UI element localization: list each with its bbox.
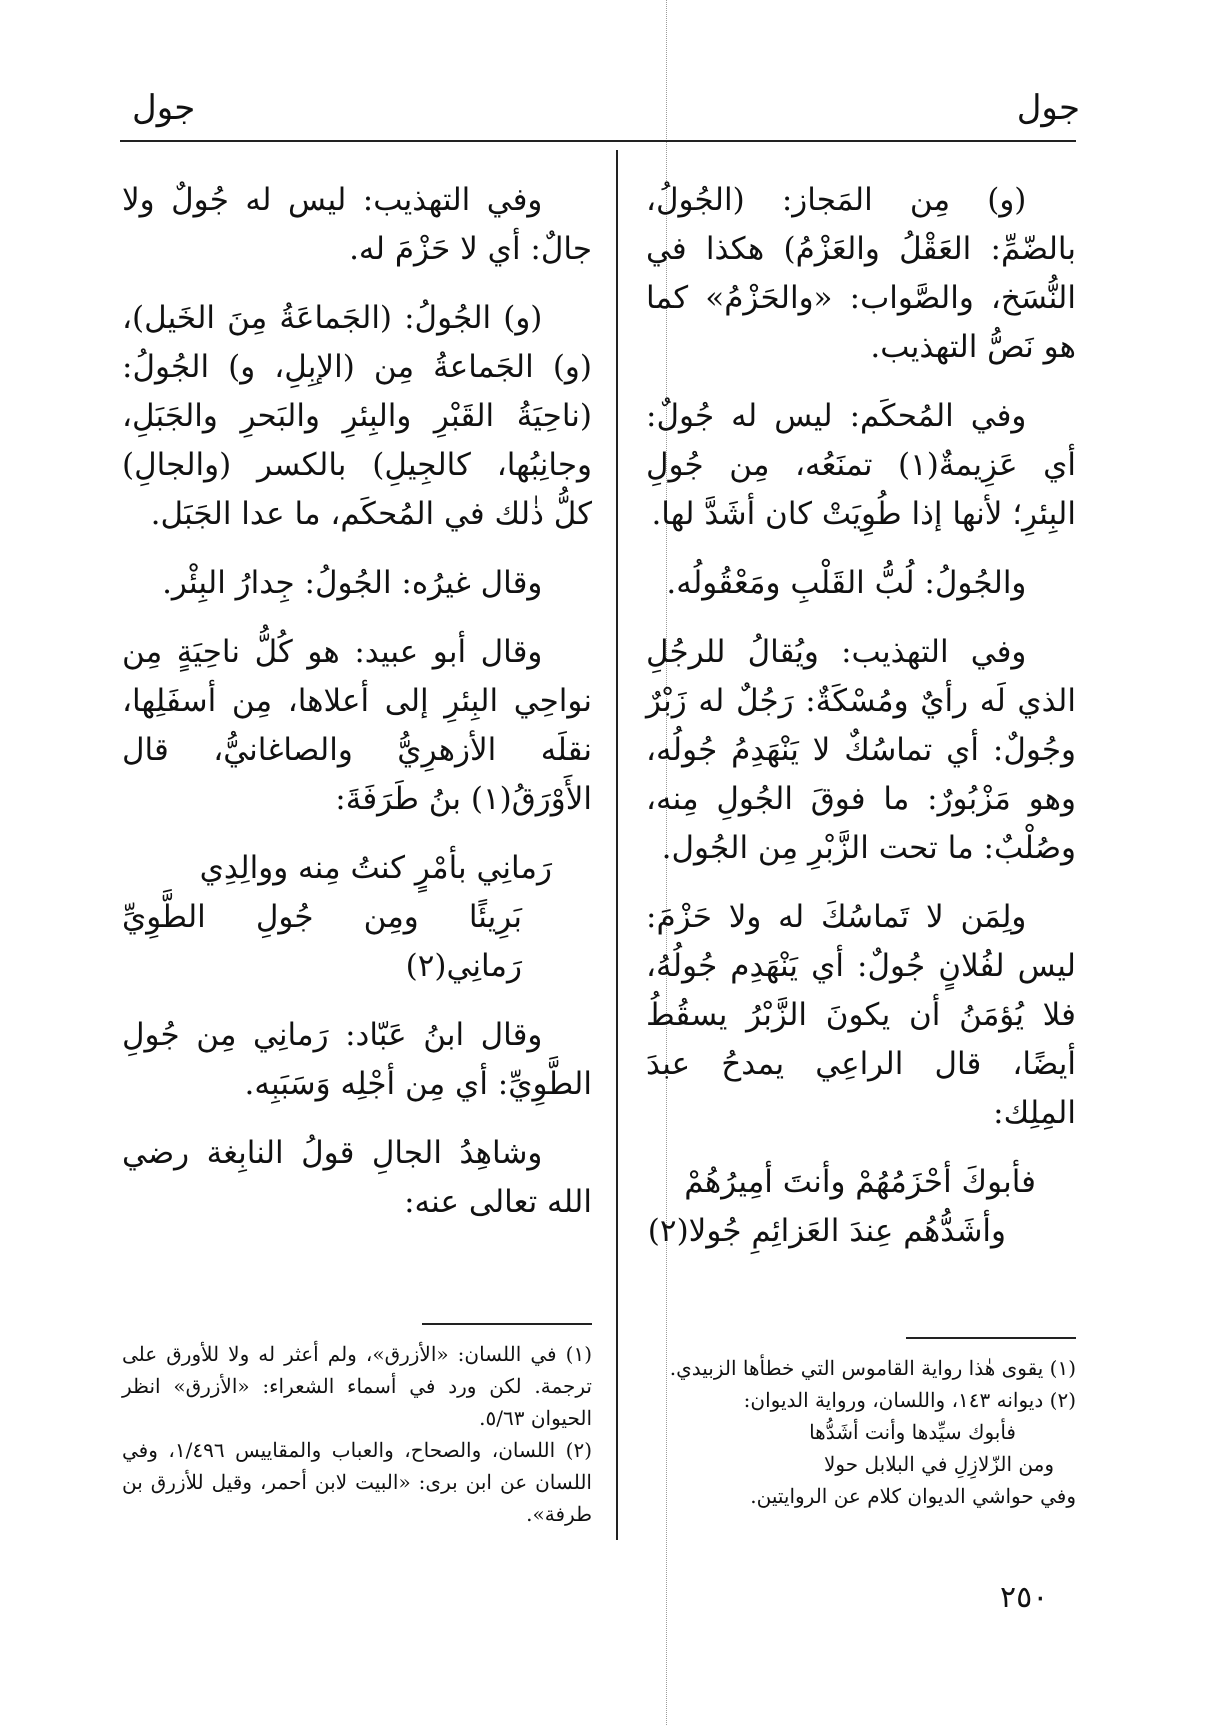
header-rule (120, 140, 1076, 142)
paragraph: وفي التهذيب: ليس له جُولٌ ولا جالٌ: أي لا حَزْمَ له. (122, 182, 592, 267)
verse-hemistich: وأشَدُّهُم عِندَ العَزائِمِ جُولا(٢) (647, 1213, 1006, 1249)
paragraph: وفي التهذيب: ويُقالُ للرجُلِ الذي لَه رأيٌ ومُسْكَةٌ: رَجُلٌ له زَبْرٌ وجُولٌ: أي تماسُكٌ لا يَنْهَدِمُ جُولُه، وهو مَزْبُورٌ: ما فوقَ الجُولِ مِنه، وصُلْبٌ: ما تحت الزَّبْرِ مِن الجُول. (646, 634, 1076, 866)
running-header-left: جول (132, 88, 196, 128)
footnotes-left (122, 1338, 592, 1530)
poem-verse (646, 1158, 1076, 1256)
verse-hemistich: بَرِيئًا ومِن جُولِ الطَّوِيِّ رَمانِي(٢) (122, 899, 522, 984)
right-column (646, 176, 1076, 1276)
paragraph: ولِمَن لا تَماسُكَ له ولا حَزْمَ: ليس لفُلانٍ جُولٌ: أي يَنْهَدِم جُولُهُ، فلا يُؤمَنُ أن يكونَ الزَّبْرُ يسقُطُ أيضًا، قال الراعِي يمدحُ عبدَ المِلِك: (646, 899, 1076, 1131)
page-number: ٢٥٠ (1000, 1580, 1049, 1615)
running-header-right: جول (1016, 88, 1080, 128)
footnote-rule-left (422, 1323, 592, 1325)
paragraph: وقال أبو عبيد: هو كُلُّ ناحِيَةٍ مِن نواحِي البِئرِ إلى أعلاها، مِن أسفَلِها، نقلَه الأزهرِيُّ والصاغانيُّ، قال الأَوْرَقُ(١) بنُ طَرَفَةَ: (122, 634, 592, 817)
footnote: (٢) ديوانه ١٤٣، واللسان، ورواية الديوان: (743, 1388, 1076, 1412)
verse-hemistich: رَمانِي بأمْرٍ كنتُ مِنه ووالِدِي (199, 850, 552, 886)
column-divider (616, 150, 618, 1540)
footnotes-right (646, 1352, 1076, 1512)
paragraph: (و) الجُولُ: (الجَماعَةُ مِنَ الخَيل)، (و) الجَماعةُ مِن (الإبِلِ، و) الجُولُ: (ناحِيَةُ القَبْرِ والبِئرِ والبَحرِ والجَبَلِ، وجانِبُها، كالجِيلِ) بالكسر (والجالِ) كلُّ ذٰلك في المُحكَم، ما عدا الجَبَل. (122, 300, 592, 532)
paragraph: وقال ابنُ عَبّاد: رَمانِي مِن جُولِ الطَّوِيِّ: أي مِن أجْلِه وَسَبَبِه. (122, 1017, 592, 1102)
paragraph: وشاهِدُ الجالِ قولُ النابِغة رضي الله تعالى عنه: (122, 1135, 592, 1220)
paragraph: والجُولُ: لُبُّ القَلْبِ ومَعْقُولُه. (666, 565, 1027, 601)
footnote: وفي حواشي الديوان كلام عن الروايتين. (750, 1484, 1076, 1508)
verse-hemistich: فأبوكَ أحْزَمُهُمْ وأنتَ أمِيرُهُمْ (684, 1164, 1036, 1200)
footnote-verse: ومن الزّلازِلِ في البلابل حولا (824, 1452, 1054, 1476)
footnote: (١) في اللسان: «الأزرق»، ولم أعثر له ولا للأورق على ترجمة. لكن ورد في أسماء الشعراء: «الأزرق» انظر الحيوان ٥/٦٣. (122, 1342, 592, 1430)
footnote: (٢) اللسان، والصحاح، والعباب والمقاييس ١/٤٩٦، وفي اللسان عن ابن برى: «البيت لابن أحمر، وقيل للأزرق بن طرفة». (122, 1438, 593, 1526)
paragraph: وفي المُحكَم: ليس له جُولٌ: أي عَزِيمةٌ(١) تمنَعُه، مِن جُولِ البِئرِ؛ لأنها إذا طُوِيَتْ كان أشَدَّ لها. (646, 398, 1076, 532)
left-column (122, 176, 592, 1247)
paragraph: وقال غيرُه: الجُولُ: جِدارُ البِئْر. (162, 565, 543, 601)
paragraph: (و) مِن المَجاز: (الجُولُ، بالضّمِّ: العَقْلُ والعَزْمُ) هكذا في النُّسَخ، والصَّواب: «والحَزْمُ» كما هو نَصُّ التهذيب. (646, 182, 1076, 365)
footnote: (١) يقوى هٰذا رواية القاموس التي خطأها الزبيدي. (669, 1356, 1076, 1380)
footnote-verse: فأبوك سيِّدها وأنت أشَدُّها (809, 1420, 1016, 1444)
poem-verse (122, 844, 592, 991)
footnote-rule-right (906, 1337, 1076, 1339)
